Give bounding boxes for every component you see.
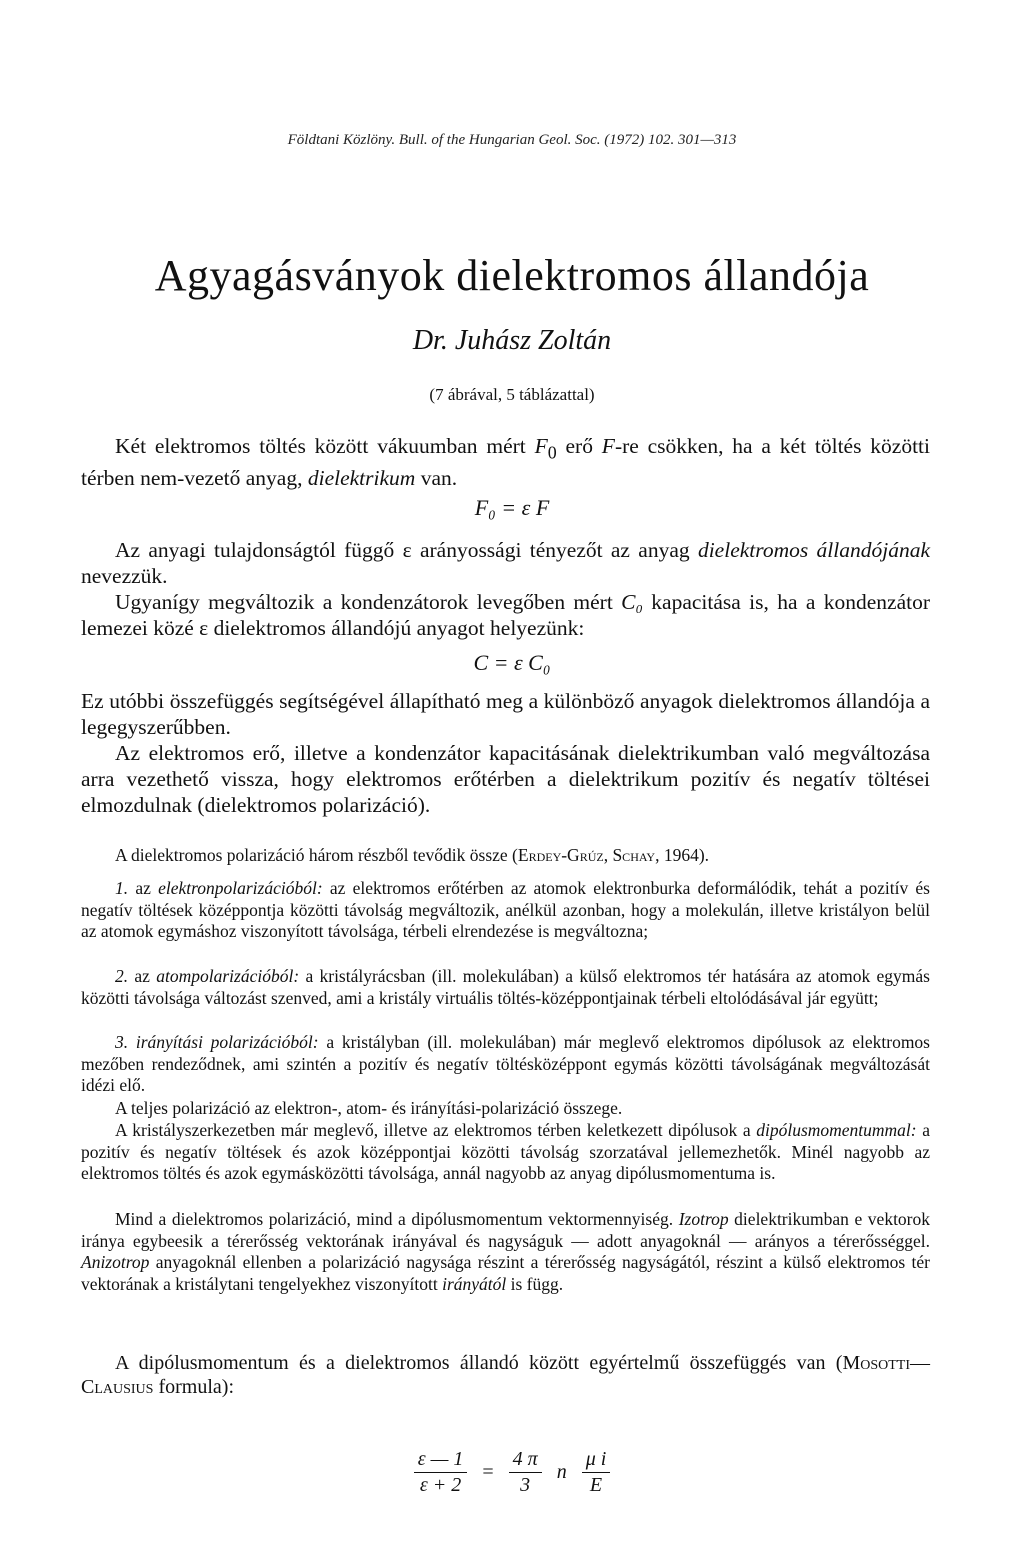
paragraph-dipoles: A kristályszerkezetben már meglevő, illetve az elektromos térben keletkezett dipólusok a dipólusmomentummal: a pozitív és negatív töltések és azok középpontjai közötti távolság szorzatával jellemezhetők. Minél nagyobb az elektromos töltés és azok egymásközötti távolsága, annál nagyobb az anyag dipólusmomentuma is. bbox=[81, 1120, 930, 1183]
equation-capacitance: C = ε C₀ bbox=[473, 650, 551, 675]
equation-force: F₀ = ε F bbox=[474, 495, 550, 520]
paragraph-total-polarization: A teljes polarizáció az elektron-, atom- és irányítási-polarizáció összege. bbox=[115, 1098, 623, 1118]
intro-paragraph-4: Ez utóbbi összefüggés segítségével állapítható meg a különböző anyagok dielektromos állandója a legegyszerűbben. bbox=[81, 689, 930, 739]
figures-note: (7 ábrával, 5 táblázattal) bbox=[429, 385, 595, 404]
paragraph-mosotti: A dipólusmomentum és a dielektromos állandó között egyértelmű összefüggés van (Mosotti—Clausius formula): bbox=[81, 1352, 930, 1398]
fraction-mid-denominator: 3 bbox=[520, 1474, 531, 1496]
fraction-mid-numerator: 4 π bbox=[509, 1448, 542, 1473]
equals-sign: = bbox=[482, 1461, 494, 1483]
n-symbol: n bbox=[556, 1461, 567, 1483]
intro-paragraph-3: Ugyanígy megváltozik a kondenzátorok levegőben mért C₀ kapacitása is, ha a kondenzátor lemezei közé ε dielektromos állandójú anyagot helyezünk: bbox=[81, 590, 930, 640]
mosotti-clausius-formula bbox=[0, 1448, 1024, 1497]
fraction-lhs-numerator: ε — 1 bbox=[414, 1448, 468, 1473]
polarization-intro: A dielektromos polarizáció három részből tevődik össze (Erdey-Grúz, Schay, 1964). bbox=[115, 845, 710, 865]
paragraph-vector: Mind a dielektromos polarizáció, mind a dipólusmomentum vektormennyiség. Izotrop dielektrikumban e vektorok iránya egybeesik a térerősség vektorának irányával és nagyságuk — adott anyagoknál — arányos a térerősséggel. Anizotrop anyagoknál ellenben a polarizáció nagysága részint a térerősség nagyságától, részint a külső elektromos tér vektorának a kristálytani tengelyekhez viszonyított irányától is függ. bbox=[81, 1209, 931, 1294]
intro-paragraph-1: Két elektromos töltés között vákuumban mért $F_0$ erő F-re csökken, ha a két töltés közötti térben nem-vezető anyag, dielektrikum van. bbox=[81, 434, 930, 491]
fraction-lhs-denominator: ε + 2 bbox=[419, 1474, 462, 1496]
fraction-mid bbox=[509, 1448, 542, 1497]
list-item-1: 1. az elektronpolarizációból: az elektromos erőtérben az atomok elektronburka deformálódik, tehát a pozitív és negatív töltések középpontja közötti távolság megváltozik, anélkül azonban, hogy a molekulán, illetve kristályon belül az atomok egymáshoz viszonyított távolsága, térbeli elrendezése is megváltozna; bbox=[81, 878, 930, 941]
article-title: Agyagásványok dielektromos állandója bbox=[154, 251, 870, 300]
list-item-2: 2. az atompolarizációból: a kristályrácsban (ill. molekulában) a külső elektromos tér hatására az atomok egymás közötti távolsága változást szenved, ami a kristály virtuális töltés-középpontjainak térbeli eltolódásával jár együtt; bbox=[81, 966, 930, 1008]
intro-paragraph-2: Az anyagi tulajdonságtól függő ε arányossági tényezőt az anyag dielektromos állandójának nevezzük. bbox=[81, 538, 930, 588]
intro-paragraph-5: Az elektromos erő, illetve a kondenzátor kapacitásának dielektrikumban való megváltozása arra vezethető vissza, hogy elektromos erőtérben a dielektrikum pozitív és negatív töltései elmozdulnak (dielektromos polarizáció). bbox=[81, 741, 930, 817]
fraction-rhs-numerator: μ i bbox=[582, 1448, 611, 1473]
list-item-3: 3. irányítási polarizációból: a kristályban (ill. molekulában) már meglevő elektromos dipólusok az elektromos mezőben rendeződnek, ami szintén a pozitív és negatív töltésközéppont egymás közötti távolságának megváltozását idézi elő. bbox=[81, 1032, 930, 1095]
fraction-lhs bbox=[414, 1448, 468, 1497]
author: Dr. Juhász Zoltán bbox=[412, 325, 612, 356]
fraction-rhs-denominator: E bbox=[589, 1474, 603, 1496]
fraction-rhs bbox=[582, 1448, 611, 1497]
journal-citation: Földtani Közlöny. Bull. of the Hungarian Geol. Soc. (1972) 102. 301—313 bbox=[287, 132, 737, 148]
